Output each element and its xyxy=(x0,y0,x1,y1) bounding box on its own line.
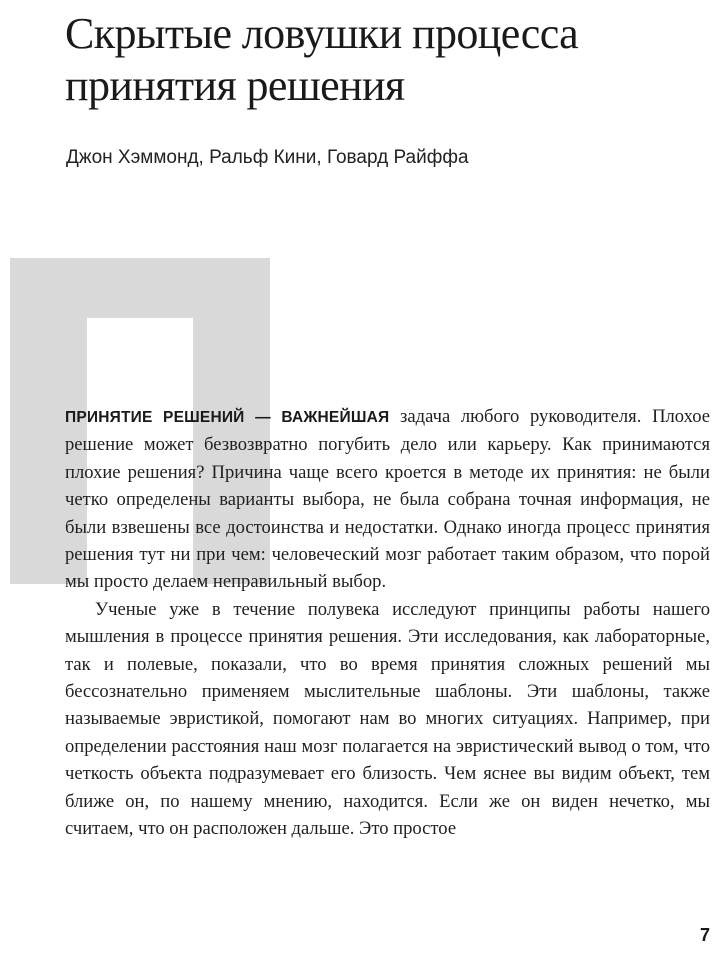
paragraph-2: Ученые уже в течение полувека исследуют принципы работы нашего мышления в процессе принятия решения. Эти исследования, как лабораторные, так и полевые, показали, что во время принятия сложных решений мы бессознательно применяем мыслительные шаблоны. Эти шаблоны, также называемые эвристикой, помогают нам во многих ситуациях. Например, при определении расстояния наш мозг полагается на эвристический вывод о том, что четкость объекта подразумевает его близость. Чем яснее вы видим объект, тем ближе он, по нашему мнению, находится. Если же он виден нечетко, мы считаем, что он расположен дальше. Это простое xyxy=(65,598,710,840)
lead-in-text: ПРИНЯТИЕ РЕШЕНИЙ — ВАЖНЕЙШАЯ xyxy=(65,409,390,426)
article-authors: Джон Хэммонд, Ральф Кини, Говард Райффа xyxy=(66,147,469,168)
page-number: 7 xyxy=(699,925,710,945)
paragraph-1-text: задача любого руководителя. Плохое решение может безвозвратно погубить дело или карьеру. Как принимаются плохие решения? Причина чаще всего кроется в методе их принятия: не были четко определены варианты выбора, не была собрана точная информация, не были взвешены все достоинства и недостатки. Однако иногда процесс принятия решения тут ни при чем: человеческий мозг работает таким образом, что порой мы просто делаем неправильный выбор. xyxy=(65,406,710,593)
article-body xyxy=(65,403,710,843)
article-title: Скрытые ловушки процесса принятия решения xyxy=(65,9,579,110)
paragraph-1 xyxy=(65,403,710,596)
